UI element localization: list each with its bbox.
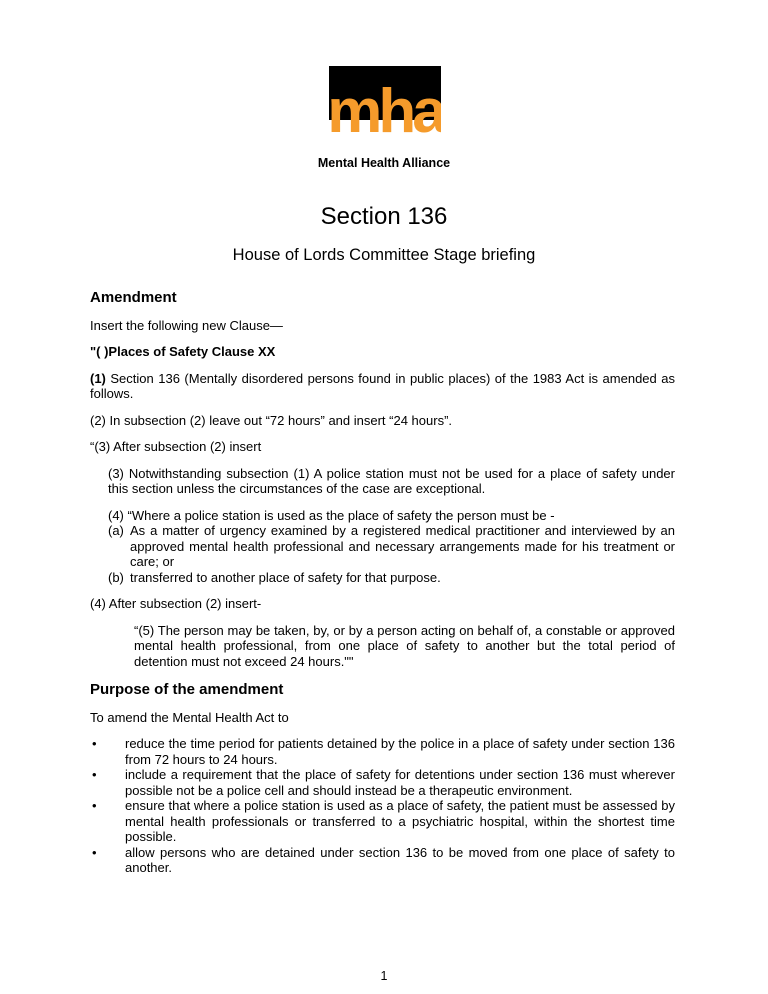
purpose-intro: To amend the Mental Health Act to (90, 709, 289, 725)
list-item-text: ensure that where a police station is used as a place of safety, the patient must be assessed by mental health professionals or transferred to a psychiatric hospital, within the shortest time possible. (125, 798, 675, 844)
bullet-icon: • (92, 736, 97, 751)
subsection-2: (2) In subsection (2) leave out “72 hours” and insert “24 hours”. (90, 412, 453, 428)
list-item-text: reduce the time period for patients detained by the police in a place of safety under section 136 from 72 hours to 24 hours. (125, 736, 675, 767)
subsection-4-insert: (4) After subsection (2) insert- (90, 596, 262, 611)
organization-name: Mental Health Alliance (317, 156, 451, 170)
amendment-heading: Amendment (90, 289, 177, 306)
purpose-list (90, 736, 675, 876)
list-item (108, 523, 675, 570)
bullet-icon: • (92, 767, 97, 782)
list-item (108, 570, 675, 586)
subsection-1-number: (1) (90, 370, 106, 386)
list-item-text: transferred to another place of safety for that purpose. (130, 569, 441, 585)
mha-logo (329, 66, 441, 139)
list-item-text: include a requirement that the place of safety for detentions under section 136 must wherever possible not be a police cell and should instead be a therapeutic environment. (125, 767, 675, 798)
amendment-intro: Insert the following new Clause— (90, 317, 283, 333)
page-number: 1 (380, 969, 388, 983)
subsection-4-text: (4) “Where a police station is used as the place of safety the person must be - (108, 507, 555, 523)
list-item (90, 798, 675, 845)
list-item (90, 767, 675, 798)
bullet-icon: • (92, 798, 97, 813)
subsection-3-text: (3) Notwithstanding subsection (1) A police station must not be used for a place of safety under this section unless the circumstances of the case are exceptional. (108, 465, 675, 496)
list-item-label: (b) (108, 569, 124, 585)
logo-wordmark: mha (329, 77, 441, 139)
subsection-1 (90, 371, 675, 402)
document-body (90, 290, 675, 876)
purpose-heading: Purpose of the amendment (90, 681, 284, 698)
subsection-5-text: “(5) The person may be taken, by, or by a person acting on behalf of, a constable or approved mental health professional, from one place of safety to another but the total period of detention must not exceed 24 hours."" (134, 622, 675, 669)
page-title: Section 136 (320, 203, 448, 230)
clause-title: "( )Places of Safety Clause XX (90, 344, 276, 359)
list-item-label: (a) (108, 523, 124, 538)
bullet-icon: • (92, 844, 97, 860)
list-item-text: As a matter of urgency examined by a registered medical practitioner and interviewed by an approved mental health professional and necessary arrangements made for his treatment or care; or (130, 523, 675, 569)
subsection-4-list (108, 523, 675, 585)
page-subtitle: House of Lords Committee Stage briefing (232, 246, 536, 264)
subsection-3: “(3) After subsection (2) insert (90, 439, 262, 454)
subsection-1-text: Section 136 (Mentally disordered persons found in public places) of the 1983 Act is amended as follows. (90, 370, 675, 401)
list-item-text: allow persons who are detained under section 136 to be moved from one place of safety to another. (125, 844, 675, 875)
list-item (90, 845, 675, 876)
list-item (90, 736, 675, 767)
